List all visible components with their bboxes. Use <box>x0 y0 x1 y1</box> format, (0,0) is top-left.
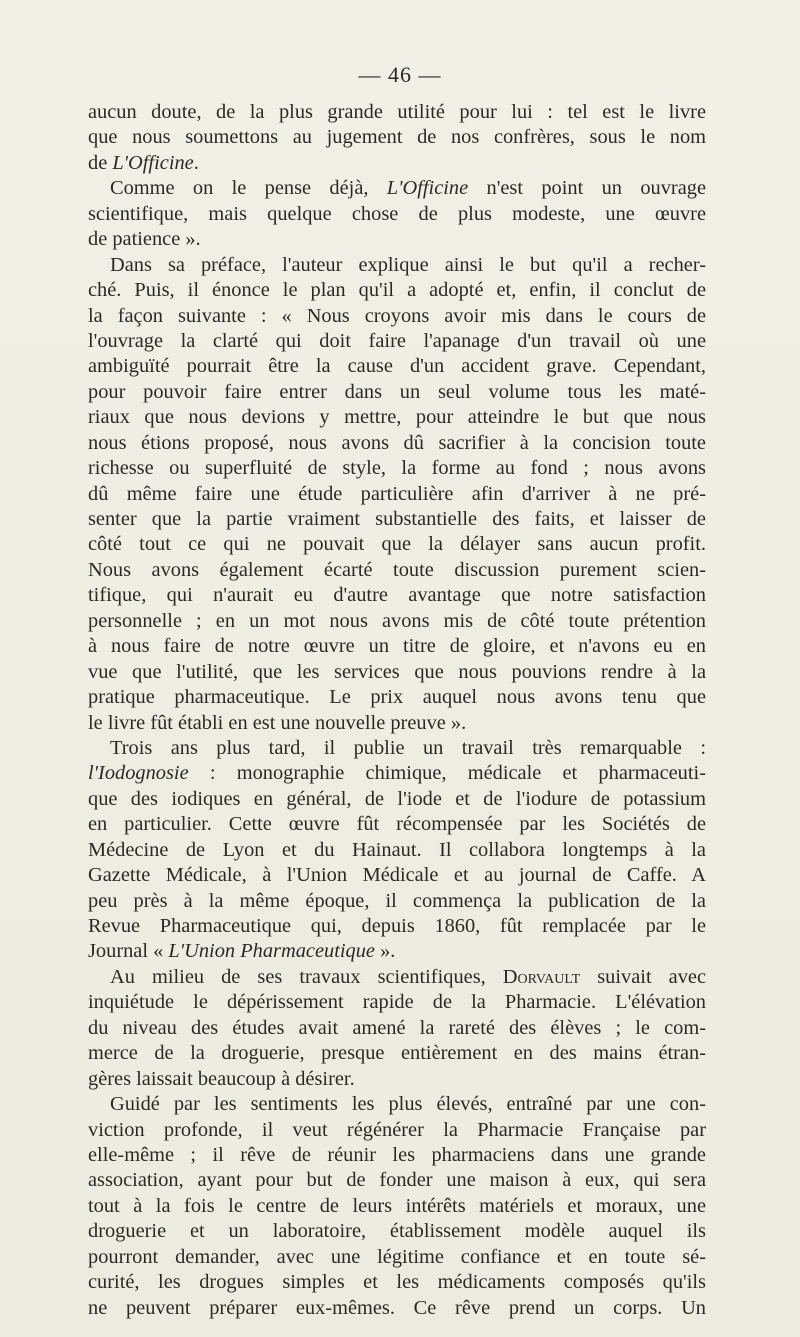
text-line <box>88 405 706 430</box>
line-text-after: suivait avec <box>580 965 706 988</box>
text-line <box>88 202 706 227</box>
line-text: riaux que nous devions y mettre, pour atteindre le but que nous <box>88 406 706 429</box>
text-line <box>88 1016 706 1041</box>
text-line <box>88 990 706 1015</box>
line-text: l'ouvrage la clarté qui doit faire l'apanage d'un travail où une <box>88 329 706 352</box>
line-text: pourront demander, avec une légitime confiance et en toute sé- <box>88 1245 706 1268</box>
line-text: Nous avons également écarté toute discussion purement scien- <box>88 558 706 581</box>
text-line <box>88 532 706 557</box>
line-text: la façon suivante : « Nous croyons avoir mis dans le cours de <box>88 304 706 327</box>
text-line <box>88 253 706 278</box>
text-line <box>88 965 706 990</box>
line-text: à nous faire de notre œuvre un titre de gloire, et n'avons eu en <box>88 635 706 658</box>
text-line <box>88 634 706 659</box>
italic-title: L'Officine <box>112 151 194 174</box>
line-text: ne peuvent préparer eux-mêmes. Ce rêve prend un corps. Un <box>88 1296 706 1319</box>
line-text-after: : monographie chimique, médicale et pharmaceuti- <box>188 762 706 785</box>
text-line <box>88 685 706 710</box>
line-text: du niveau des études avait amené la rareté des élèves ; le com- <box>88 1016 706 1039</box>
text-line <box>88 176 706 201</box>
line-text: inquiétude le dépérissement rapide de la Pharmacie. L'élévation <box>88 991 706 1014</box>
text-line <box>88 151 706 176</box>
text-line <box>88 1041 706 1066</box>
text-line <box>88 354 706 379</box>
text-line <box>88 609 706 634</box>
line-text: pratique pharmaceutique. Le prix auquel nous avons tenu que <box>88 686 706 709</box>
line-text: Au milieu de ses travaux scientifiques, <box>110 965 503 988</box>
line-text: tout à la fois le centre de leurs intérêts matériels et moraux, une <box>88 1194 706 1217</box>
line-text: aucun doute, de la plus grande utilité pour lui : tel est le livre <box>88 101 706 123</box>
text-line <box>88 329 706 354</box>
body-text <box>88 100 706 1321</box>
italic-title: L'Union Pharmaceutique <box>168 940 375 963</box>
line-text: vue que l'utilité, que les services que nous pouvions rendre à la <box>88 660 706 683</box>
text-line <box>88 507 706 532</box>
line-text: merce de la droguerie, presque entièrement en des mains étran- <box>88 1042 706 1065</box>
text-line <box>88 787 706 812</box>
text-line <box>88 838 706 863</box>
line-text: Guidé par les sentiments les plus élevés, entraîné par une con- <box>110 1093 706 1116</box>
line-text-after: . <box>193 151 199 174</box>
line-text: association, ayant pour but de fonder une maison à eux, qui sera <box>88 1169 706 1192</box>
line-text: pour pouvoir faire entrer dans un seul volume tous les maté- <box>88 380 706 403</box>
line-text: le livre fût établi en est une nouvelle preuve ». <box>88 711 467 734</box>
text-line <box>88 558 706 583</box>
line-text: gères laissait beaucoup à désirer. <box>88 1067 355 1090</box>
line-text-after: ». <box>374 940 396 963</box>
line-text: viction profonde, il veut régénérer la Pharmacie Française par <box>88 1118 706 1141</box>
text-line <box>88 1245 706 1270</box>
line-text: Trois ans plus tard, il publie un travail très remarquable : <box>110 736 706 759</box>
line-text: Gazette Médicale, à l'Union Médicale et au journal de Caffe. A <box>88 864 706 887</box>
line-text: Médecine de Lyon et du Hainaut. Il collabora longtemps à la <box>88 838 706 861</box>
line-text: curité, les drogues simples et les médicaments composés qu'ils <box>88 1271 706 1294</box>
text-line <box>88 380 706 405</box>
line-text: Comme on le pense déjà, <box>110 177 387 200</box>
line-text: peu près à la même époque, il commença la publication de la <box>88 889 706 912</box>
text-line <box>88 889 706 914</box>
text-line <box>88 761 706 786</box>
line-text: de <box>88 151 113 174</box>
text-line <box>88 1143 706 1168</box>
text-line <box>88 1270 706 1295</box>
text-line <box>88 431 706 456</box>
text-line <box>88 227 706 252</box>
text-line <box>88 100 706 125</box>
text-line <box>88 1296 706 1321</box>
italic-title: l'Iodognosie <box>88 762 189 785</box>
line-text: nous étions proposé, nous avons dû sacrifier à la concision toute <box>88 431 706 454</box>
text-line <box>88 1118 706 1143</box>
line-text: dû même faire une étude particulière afin d'arriver à ne pré- <box>88 482 706 505</box>
text-line <box>88 125 706 150</box>
text-line <box>88 1194 706 1219</box>
line-text: en particulier. Cette œuvre fût récompensée par les Sociétés de <box>88 813 706 836</box>
text-line <box>88 482 706 507</box>
line-text: Revue Pharmaceutique qui, depuis 1860, fût remplacée par le <box>88 915 706 937</box>
line-text: scientifique, mais quelque chose de plus modeste, une œuvre <box>88 202 706 225</box>
line-text: ambiguïté pourrait être la cause d'un accident grave. Cependant, <box>88 355 706 378</box>
italic-title: L'Officine <box>386 177 469 200</box>
line-text: côté tout ce qui ne pouvait que la délayer sans aucun profit. <box>88 533 706 556</box>
text-line <box>88 711 706 736</box>
line-text: richesse ou superfluité de style, la forme au fond ; nous avons <box>88 457 706 480</box>
text-line <box>88 304 706 329</box>
text-line <box>88 914 706 939</box>
line-text: ché. Puis, il énonce le plan qu'il a adopté et, enfin, il conclut de <box>88 279 706 302</box>
text-line <box>88 939 706 964</box>
line-text: senter que la partie vraiment substantielle des faits, et laisser de <box>88 508 706 530</box>
line-text: de patience ». <box>88 228 201 251</box>
text-line <box>88 736 706 761</box>
text-line <box>88 583 706 608</box>
line-text: droguerie et un laboratoire, établissement modèle auquel ils <box>88 1220 706 1243</box>
text-line <box>88 1092 706 1117</box>
text-line <box>88 1168 706 1193</box>
author-name: Dorvault <box>502 965 581 988</box>
text-line <box>88 278 706 303</box>
text-line <box>88 812 706 837</box>
page-number: — 46 — <box>358 62 442 87</box>
line-text: que des iodiques en général, de l'iode et de l'iodure de potassium <box>88 787 706 810</box>
text-line <box>88 660 706 685</box>
line-text: elle-même ; il rêve de réunir les pharmaciens dans une grande <box>88 1143 706 1166</box>
line-text-after: n'est point un ouvrage <box>468 177 706 200</box>
line-text: Dans sa préface, l'auteur explique ainsi le but qu'il a recher- <box>110 253 706 276</box>
line-text: que nous soumettons au jugement de nos confrères, sous le nom <box>88 126 706 149</box>
line-text: Journal « <box>88 940 169 963</box>
text-line <box>88 1219 706 1244</box>
text-line <box>88 456 706 481</box>
text-line <box>88 863 706 888</box>
text-line <box>88 1067 706 1092</box>
line-text: personnelle ; en un mot nous avons mis de côté toute prétention <box>88 609 706 632</box>
line-text: tifique, qui n'aurait eu d'autre avantage que notre satisfaction <box>88 584 706 607</box>
